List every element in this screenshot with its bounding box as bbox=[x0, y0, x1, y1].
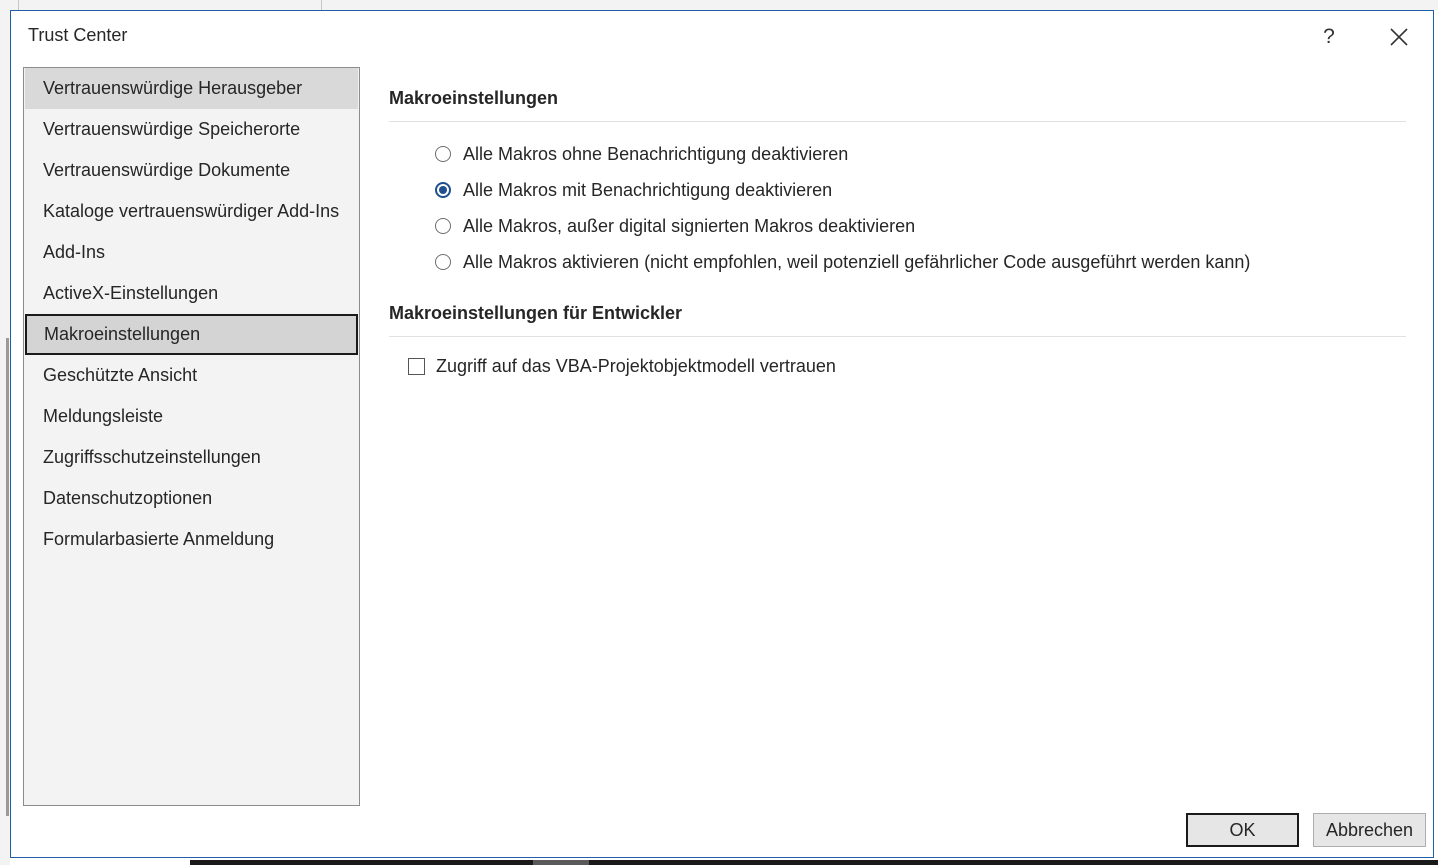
sidebar-item-vertrauenswuerdige-speicherorte[interactable] bbox=[25, 109, 358, 150]
sidebar-item-label: Geschützte Ansicht bbox=[43, 365, 198, 385]
macro-settings-heading: Makroeinstellungen bbox=[389, 88, 559, 108]
trust-center-dialog bbox=[10, 10, 1434, 858]
radio-option-disable-except-signed[interactable] bbox=[435, 214, 915, 238]
vba-trust-checkbox[interactable] bbox=[408, 358, 425, 375]
radio-button[interactable] bbox=[435, 146, 451, 162]
sidebar-item-zugriffsschutzeinstellungen[interactable] bbox=[25, 437, 358, 478]
sidebar-item-activex-einstellungen[interactable] bbox=[25, 273, 358, 314]
sidebar-item-vertrauenswuerdige-herausgeber[interactable] bbox=[25, 68, 358, 109]
background-window-edge bbox=[0, 10, 10, 865]
sidebar-item-label: Datenschutzoptionen bbox=[43, 488, 213, 508]
sidebar-item-formularbasierte-anmeldung[interactable] bbox=[25, 519, 358, 560]
close-button[interactable] bbox=[1379, 19, 1419, 55]
radio-button[interactable] bbox=[435, 182, 451, 198]
background-scroll-mark bbox=[6, 338, 9, 816]
sidebar-item-datenschutzoptionen[interactable] bbox=[25, 478, 358, 519]
sidebar-item-label: ActiveX-Einstellungen bbox=[43, 283, 219, 303]
sidebar-item-makroeinstellungen[interactable] bbox=[25, 314, 358, 355]
sidebar-item-meldungsleiste[interactable] bbox=[25, 396, 358, 437]
cancel-button[interactable]: Abbrechen bbox=[1313, 813, 1426, 847]
close-icon bbox=[1390, 28, 1408, 46]
vba-trust-option[interactable] bbox=[408, 354, 836, 378]
vba-trust-label[interactable]: Zugriff auf das VBA-Projektobjektmodell vertrauen bbox=[436, 355, 836, 376]
radio-label[interactable]: Alle Makros, außer digital signierten Makros deaktivieren bbox=[463, 215, 916, 236]
background-window-strip bbox=[0, 0, 1438, 10]
sidebar-item-label: Add-Ins bbox=[43, 242, 106, 262]
radio-button[interactable] bbox=[435, 254, 451, 270]
section-divider bbox=[389, 121, 1406, 122]
radio-option-disable-with-notification[interactable] bbox=[435, 178, 832, 202]
section-divider bbox=[389, 336, 1406, 337]
background-taskbar-edge bbox=[190, 860, 1438, 865]
sidebar-item-kataloge-add-ins[interactable] bbox=[25, 191, 358, 232]
sidebar-item-geschuetzte-ansicht[interactable] bbox=[25, 355, 358, 396]
sidebar-item-add-ins[interactable] bbox=[25, 232, 358, 273]
background-divider bbox=[18, 0, 19, 10]
sidebar-item-label: Makroeinstellungen bbox=[44, 324, 201, 344]
radio-label[interactable]: Alle Makros aktivieren (nicht empfohlen, weil potenziell gefährlicher Code ausgeführt werden kann) bbox=[463, 251, 1251, 272]
ok-button[interactable]: OK bbox=[1186, 813, 1299, 847]
sidebar-item-label: Formularbasierte Anmeldung bbox=[43, 529, 275, 549]
radio-label[interactable]: Alle Makros mit Benachrichtigung deaktivieren bbox=[463, 179, 833, 200]
developer-settings-heading: Makroeinstellungen für Entwickler bbox=[389, 303, 683, 323]
dialog-title: Trust Center bbox=[28, 25, 128, 45]
help-button[interactable]: ? bbox=[1323, 25, 1335, 48]
sidebar-item-label: Zugriffsschutzeinstellungen bbox=[43, 447, 261, 467]
sidebar-item-label: Vertrauenswürdige Herausgeber bbox=[43, 78, 303, 98]
radio-label[interactable]: Alle Makros ohne Benachrichtigung deaktivieren bbox=[463, 143, 849, 164]
background-taskbar-highlight bbox=[533, 860, 589, 865]
sidebar-item-label: Vertrauenswürdige Dokumente bbox=[43, 160, 291, 180]
category-sidebar bbox=[23, 67, 360, 806]
sidebar-item-label: Vertrauenswürdige Speicherorte bbox=[43, 119, 301, 139]
sidebar-item-label: Meldungsleiste bbox=[43, 406, 164, 426]
sidebar-item-vertrauenswuerdige-dokumente[interactable] bbox=[25, 150, 358, 191]
radio-option-disable-no-notification[interactable] bbox=[435, 142, 848, 166]
sidebar-item-label: Kataloge vertrauenswürdiger Add-Ins bbox=[43, 201, 340, 221]
background-divider bbox=[321, 0, 322, 10]
radio-option-enable-all[interactable] bbox=[435, 250, 1250, 274]
radio-button[interactable] bbox=[435, 218, 451, 234]
